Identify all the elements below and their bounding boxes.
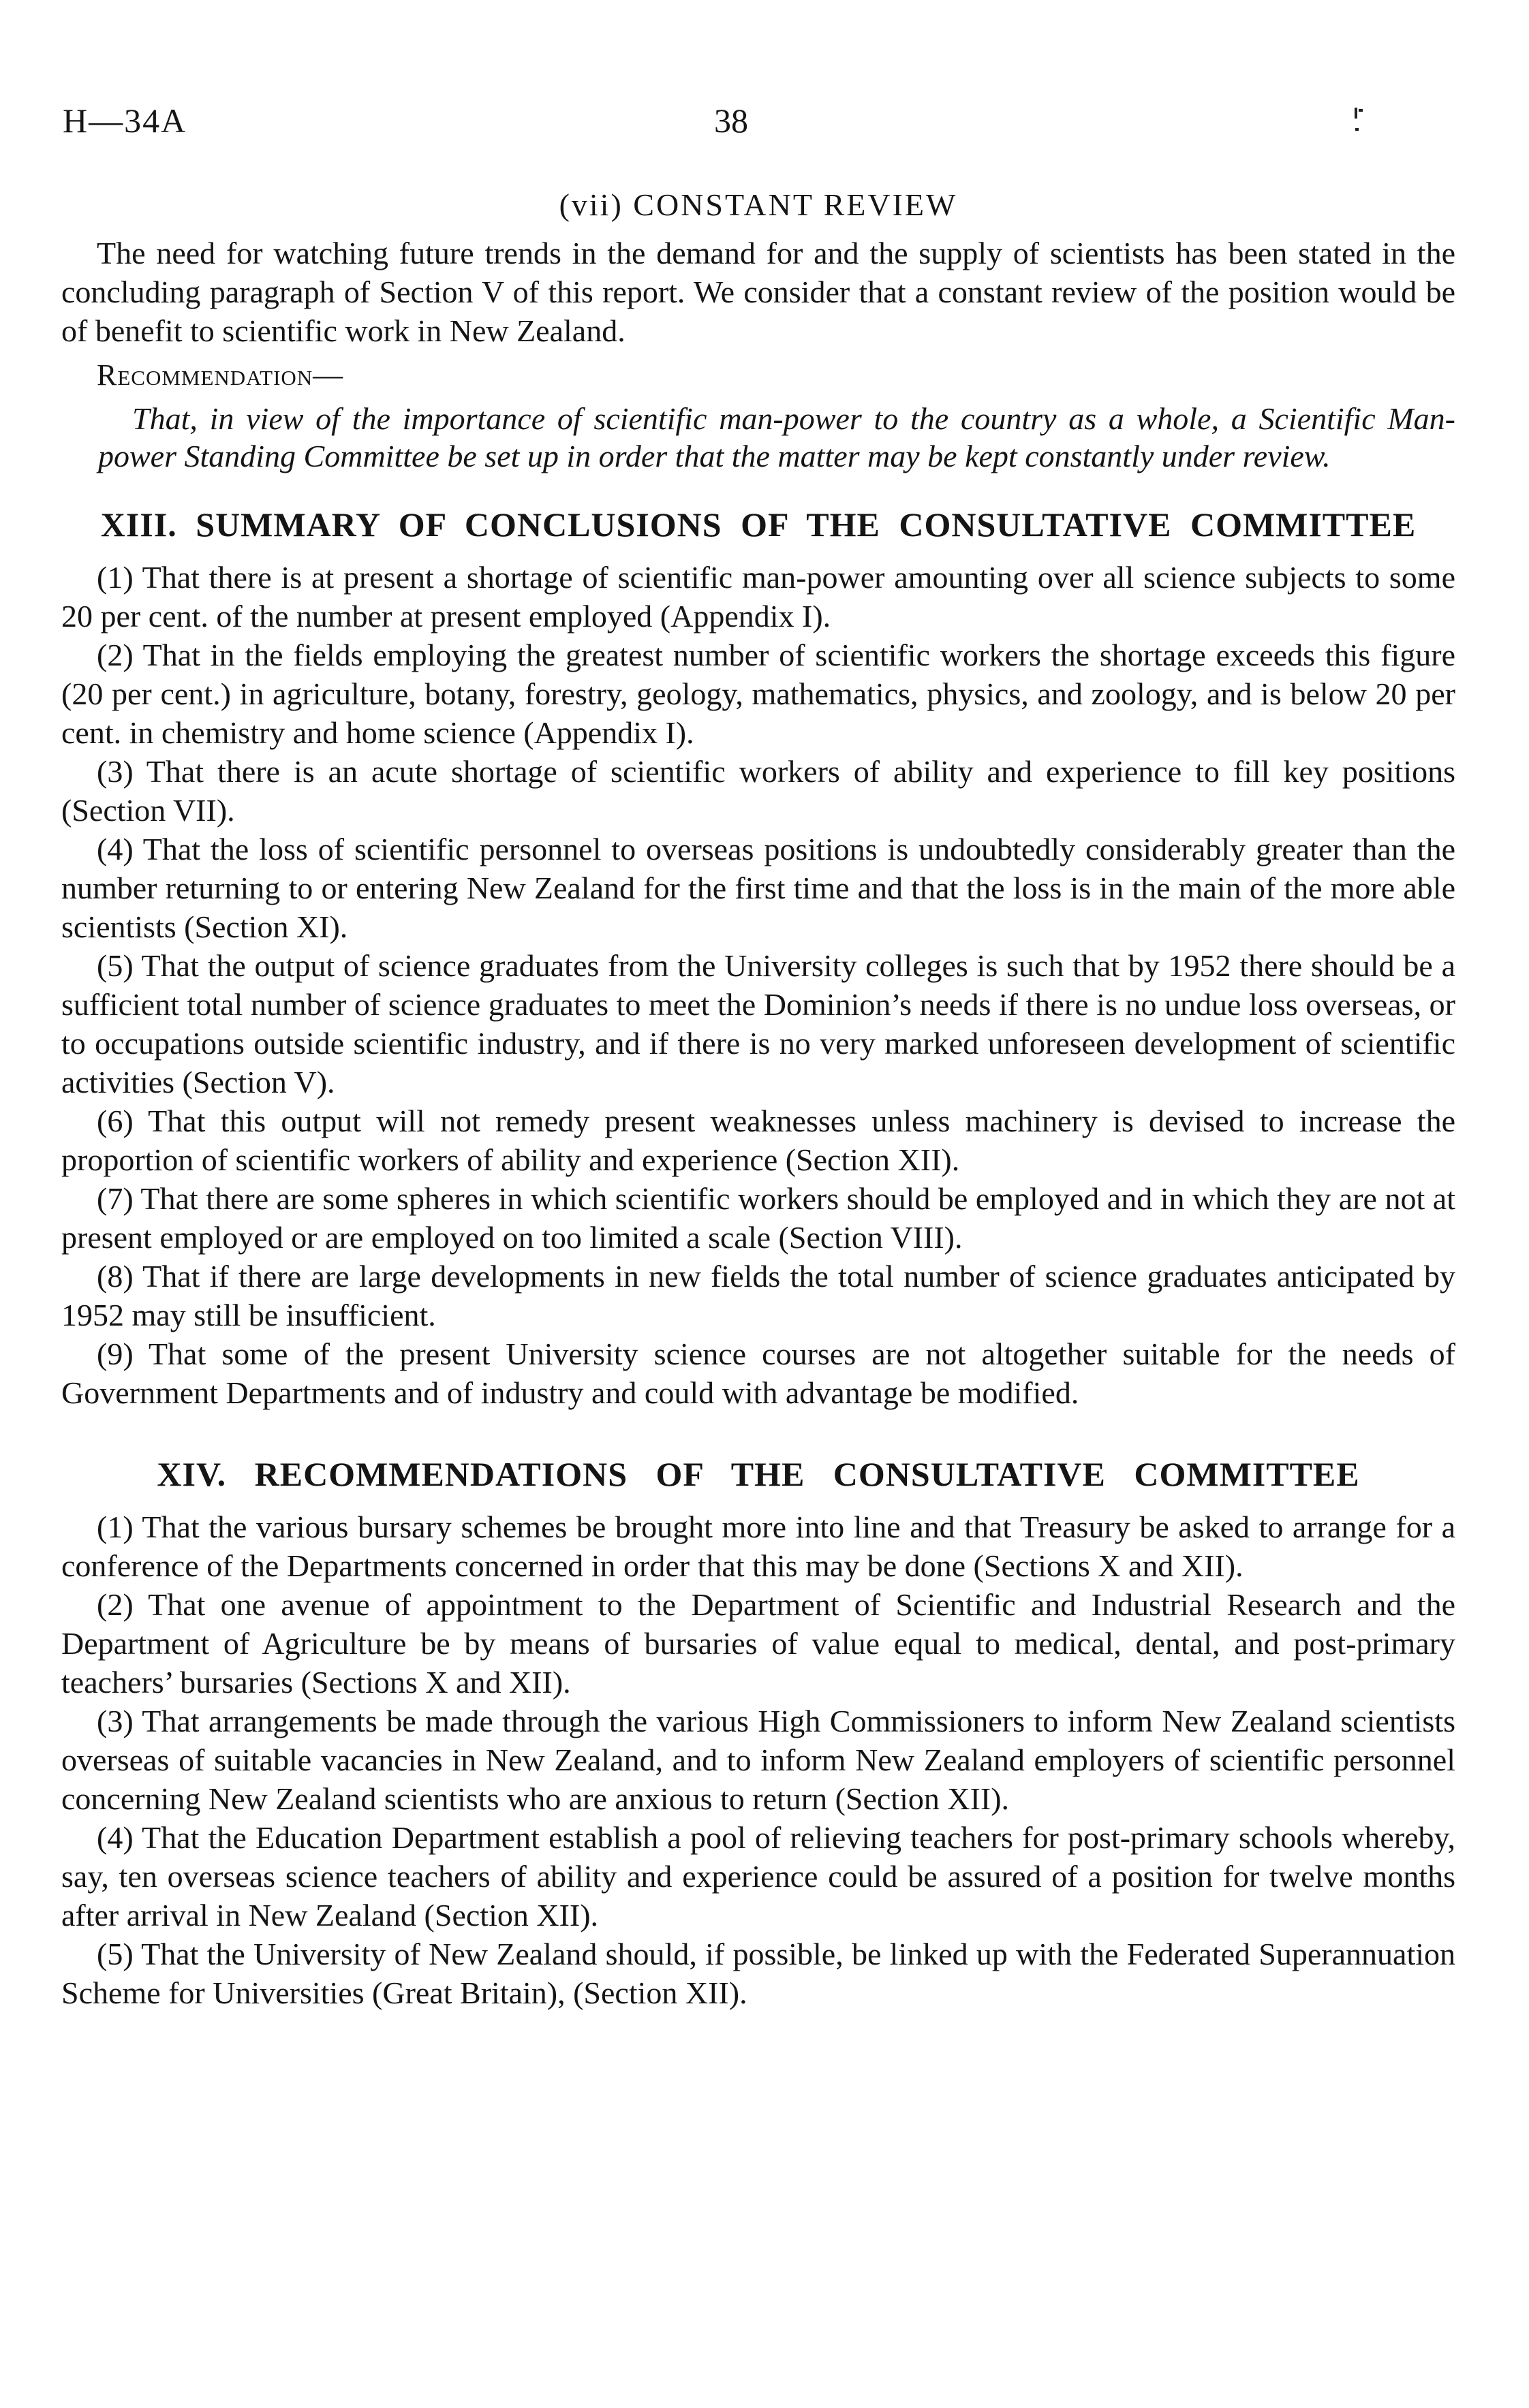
xiii-item-5: (5) That the output of science graduates from the University colleges is such that by 1952 there should be a sufficient total number of science graduates to meet the Dominion’s needs if there is no undue loss overseas, or to occupations outside scientific industry, and if there is no very marked unforeseen development of scientific activities (Section V). [61,948,1455,1099]
page-header [61,101,1455,148]
xiii-item-7: (7) That there are some spheres in which scientific workers should be employed and in which they are not at present employed or are employed on too limited a scale (Section VIII). [61,1181,1455,1255]
page-content [61,101,1455,2012]
section-xiii-heading: XIII. SUMMARY OF CONCLUSIONS OF THE CONSULTATIVE COMMITTEE [100,505,1417,544]
xiii-item-2: (2) That in the fields employing the greatest number of scientific workers the shortage exceeds this figure (20 per cent.) in agriculture, botany, forestry, geology, mathematics, physics, and zoology, and is below 20 per cent. in chemistry and home science (Appendix I). [61,638,1455,750]
xiv-item-3: (3) That arrangements be made through the various High Commissioners to inform New Zealand scientists overseas of suitable vacancies in New Zealand, and to inform New Zealand employers of scientific personnel concerning New Zealand scientists who are anxious to return (Section XII). [61,1704,1455,1816]
xiii-item-6: (6) That this output will not remedy present weaknesses unless machinery is devised to increase the proportion of scientific workers of ability and experience (Section XII). [61,1104,1455,1177]
document-reference: H—34A [63,101,187,140]
recommendation-text: That, in view of the importance of scientific man-power to the country as a whole, a Scientific Man-power Standing Committee be set up in order that the matter may be kept constantly under review. [98,401,1455,473]
xiii-item-4: (4) That the loss of scientific personnel to overseas positions is undoubtedly considerably greater than the number returning to or entering New Zealand for the first time and that the loss is in the main of the more able scientists (Section XI). [61,832,1455,944]
xiii-item-8: (8) That if there are large developments in new fields the total number of science graduates anticipated by 1952 may still be insufficient. [61,1259,1455,1332]
section-xiv-heading: XIV. RECOMMENDATIONS OF THE CONSULTATIVE COMMITTEE [157,1455,1360,1493]
xiv-item-5: (5) That the University of New Zealand should, if possible, be linked up with the Federated Superannuation Scheme for Universities (Great Britain), (Section XII). [61,1937,1455,2010]
section-vii-heading: (vii) CONSTANT REVIEW [559,187,958,222]
xiii-item-9: (9) That some of the present University science courses are not altogether suitable for the needs of Government Departments and of industry and could with advantage be modified. [61,1336,1455,1410]
xiv-item-4: (4) That the Education Department establish a pool of relieving teachers for post-primary schools whereby, say, ten overseas science teachers of ability and experience could be assured of a position for twelve months after arrival in New Zealand (Section XII). [61,1820,1455,1933]
xiv-item-2: (2) That one avenue of appointment to the Department of Scientific and Industrial Research and the Department of Agriculture be by means of bursaries of value equal to medical, dental, and post-primary teachers’ bursaries (Sections X and XII). [61,1587,1455,1700]
section-vii-paragraph: The need for watching future trends in the demand for and the supply of scientists has been stated in the concluding paragraph of Section V of this report. We consider that a constant review of the position would be of benefit to scientific work in New Zealand. [61,236,1455,348]
xiv-item-1: (1) That the various bursary schemes be brought more into line and that Treasury be asked to arrange for a conference of the Departments concerned in order that this may be done (Sections X and XII). [61,1510,1455,1583]
xiii-item-3: (3) That there is an acute shortage of scientific workers of ability and experience to fill key positions (Section VII). [61,754,1455,828]
xiii-item-1: (1) That there is at present a shortage of scientific man-power amounting over all science subjects to some 20 per cent. of the number at present employed (Appendix I). [61,560,1455,634]
recommendation-label: Recommendation— [97,358,344,392]
page-number: 38 [714,101,748,140]
